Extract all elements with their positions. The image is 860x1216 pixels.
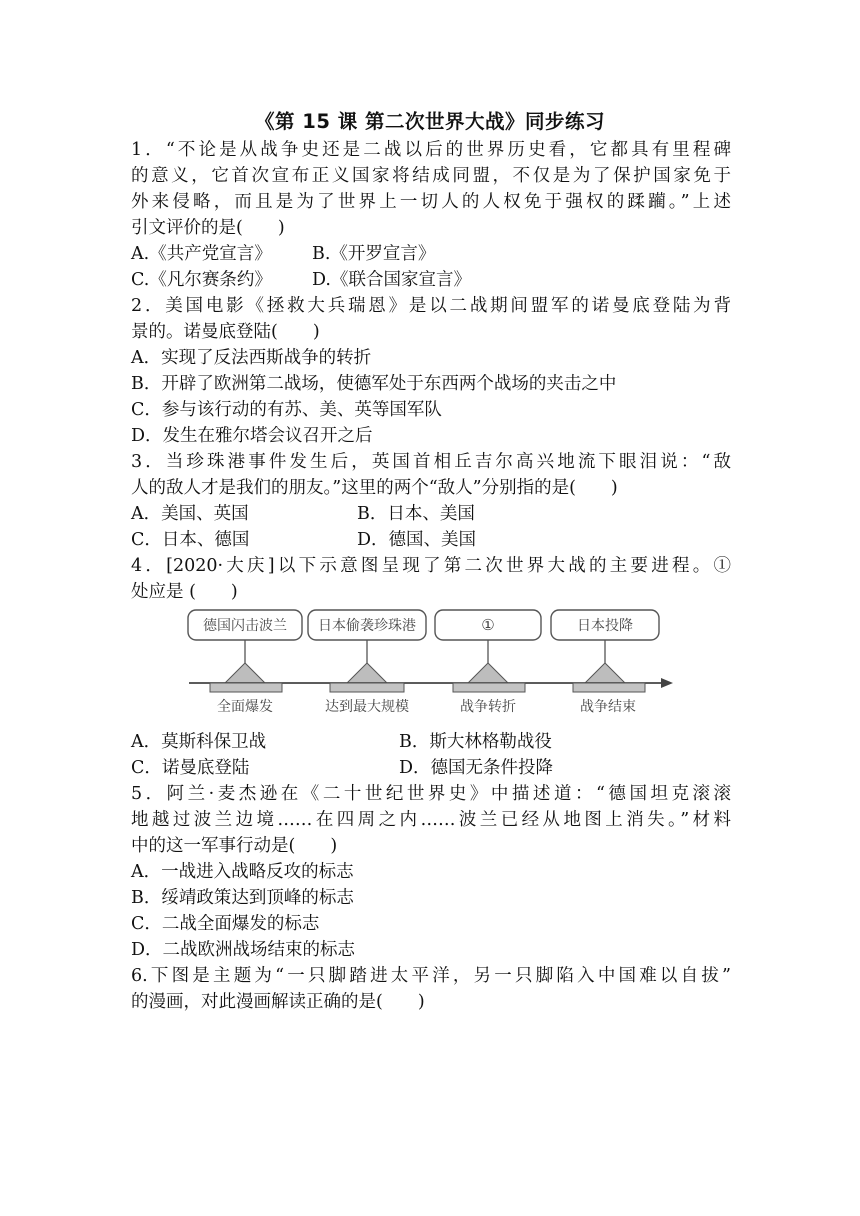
question-6-stem-line: 6.下图是主题为“一只脚踏进太平洋，另一只脚陷入中国难以自拔” [131, 966, 731, 986]
timeline-event [308, 610, 426, 640]
option-c: C．二战全面爆发的标志 [131, 914, 320, 934]
question-4-options-row [131, 729, 731, 755]
event-label: 德国闪击波兰 [203, 618, 287, 634]
timeline-event [188, 610, 302, 640]
question-5-stem-line: 中的这一军事行动是( ) [131, 836, 338, 856]
timeline-markers [225, 663, 625, 683]
question-5 [131, 781, 731, 963]
option-d: D．德国、美国 [357, 530, 477, 550]
stage-label: 达到最大规模 [325, 699, 409, 715]
question-1-stem-line: 的意义，它首次宣布正义国家将结成同盟，不仅是为了保护国家免于 [131, 166, 731, 186]
option-d: D．二战欧洲战场结束的标志 [131, 940, 356, 960]
question-3 [131, 449, 731, 553]
question-1-stem-line: 外来侵略，而且是为了世界上一切人的人权免于强权的蹂躏。”上述 [131, 192, 731, 212]
question-3-options-row [131, 527, 731, 553]
question-2-stem-line: 2．美国电影《拯救大兵瑞恩》是以二战期间盟军的诺曼底登陆为背 [131, 296, 731, 316]
question-6-stem-line: 的漫画，对此漫画解读正确的是( ) [131, 992, 425, 1012]
option-c: C．日本、德国 [131, 530, 250, 550]
option-d: D．发生在雅尔塔会议召开之后 [131, 426, 373, 446]
timeline-connectors [245, 640, 605, 663]
question-3-stem-line: 3．当珍珠港事件发生后，英国首相丘吉尔高兴地流下眼泪说：“敌 [131, 452, 731, 472]
option-a: A．实现了反法西斯战争的转折 [131, 348, 372, 368]
page-title: 《第 15 课 第二次世界大战》同步练习 [254, 110, 605, 133]
question-1-stem-line: 1．“不论是从战争史还是二战以后的世界历史看，它都具有里程碑 [131, 140, 731, 160]
question-4-stem-line: 处应是 ( ) [131, 582, 238, 602]
option-d: D.《联合国家宣言》 [312, 270, 471, 290]
question-4-stem-line: 4．[2020·大庆]以下示意图呈现了第二次世界大战的主要进程。① [131, 556, 731, 576]
option-b: B.《开罗宣言》 [312, 244, 436, 264]
question-4 [131, 553, 731, 781]
option-b: B．绥靖政策达到顶峰的标志 [131, 888, 354, 908]
option-b: B．开辟了欧洲第二战场，使德军处于东西两个战场的夹击之中 [131, 374, 617, 394]
option-b: B．斯大林格勒战役 [399, 732, 552, 752]
option-d: D．德国无条件投降 [399, 758, 554, 778]
question-3-options-row [131, 501, 731, 527]
stage-label: 战争结束 [580, 699, 636, 715]
question-1-options-row [131, 267, 731, 293]
event-label: 日本投降 [577, 618, 633, 634]
option-c: C．诺曼底登陆 [131, 758, 250, 778]
question-list [131, 137, 731, 1015]
question-2 [131, 293, 731, 449]
option-a: A．美国、英国 [131, 504, 249, 524]
question-5-stem-line: 5．阿兰·麦杰逊在《二十世纪世界史》中描述道：“德国坦克滚滚 [131, 784, 731, 804]
timeline-stage-blocks [210, 683, 645, 692]
question-1 [131, 137, 731, 293]
option-c: C.《凡尔赛条约》 [131, 270, 272, 290]
question-3-stem-line: 人的敌人才是我们的朋友。”这里的两个“敌人”分别指的是( ) [131, 478, 618, 498]
question-2-stem-line: 景的。诺曼底登陆( ) [131, 322, 320, 342]
question-4-options-row [131, 755, 731, 781]
question-1-options-row [131, 241, 731, 267]
stage-label: 全面爆发 [217, 699, 273, 715]
stage-label: 战争转折 [460, 699, 516, 715]
option-c: C．参与该行动的有苏、美、英等国军队 [131, 400, 442, 420]
option-a: A．莫斯科保卫战 [131, 732, 267, 752]
timeline-event [435, 610, 541, 640]
event-label: 日本偷袭珍珠港 [318, 618, 416, 634]
question-5-stem-line: 地越过波兰边境……在四周之内……波兰已经从地图上消失。”材料 [131, 810, 731, 830]
event-label: ① [481, 616, 495, 634]
ww2-timeline-diagram [131, 608, 731, 716]
option-a: A．一战进入战略反攻的标志 [131, 862, 354, 882]
option-a: A.《共产党宣言》 [131, 244, 272, 264]
question-6 [131, 963, 731, 1015]
question-1-stem-line: 引文评价的是( ) [131, 218, 285, 238]
option-b: B．日本、美国 [357, 504, 475, 524]
timeline-event [551, 610, 659, 640]
